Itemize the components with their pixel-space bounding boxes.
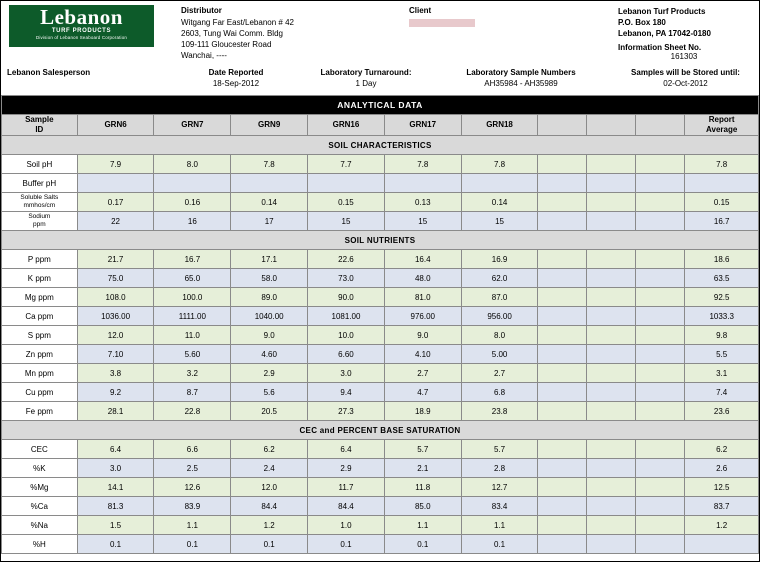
- row-label: Fe ppm: [2, 402, 78, 421]
- row-label: Mg ppm: [2, 288, 78, 307]
- data-cell: [538, 478, 587, 497]
- data-cell: 2.9: [231, 364, 308, 383]
- report-average-cell: 3.1: [685, 364, 759, 383]
- data-cell: [636, 459, 685, 478]
- data-cell: [538, 345, 587, 364]
- report-average-cell: 2.6: [685, 459, 759, 478]
- data-cell: 6.60: [308, 345, 385, 364]
- data-cell: 0.1: [231, 535, 308, 554]
- column-header-sample-2: GRN7: [154, 115, 231, 136]
- data-cell: 5.6: [231, 383, 308, 402]
- report-average-cell: 0.15: [685, 193, 759, 212]
- report-average-cell: 9.8: [685, 326, 759, 345]
- data-cell: 6.6: [154, 440, 231, 459]
- table-row: [2, 497, 759, 516]
- data-cell: 75.0: [77, 269, 154, 288]
- data-cell: [587, 326, 636, 345]
- data-cell: 58.0: [231, 269, 308, 288]
- data-cell: 21.7: [77, 250, 154, 269]
- turnaround-field: [301, 67, 431, 90]
- data-cell: [538, 516, 587, 535]
- column-header-report-average: Report Average: [685, 115, 759, 136]
- data-cell: 7.9: [77, 155, 154, 174]
- lebanon-turf-logo: [9, 5, 154, 47]
- data-cell: [587, 269, 636, 288]
- data-cell: [384, 174, 461, 193]
- report-average-cell: 92.5: [685, 288, 759, 307]
- turnaround-value: 1 Day: [355, 79, 377, 88]
- data-cell: [587, 250, 636, 269]
- data-cell: 12.7: [461, 478, 538, 497]
- data-cell: 2.4: [231, 459, 308, 478]
- data-cell: 87.0: [461, 288, 538, 307]
- data-cell: 16.4: [384, 250, 461, 269]
- table-row: [2, 193, 759, 212]
- data-cell: 89.0: [231, 288, 308, 307]
- table-row: [2, 345, 759, 364]
- data-cell: 28.1: [77, 402, 154, 421]
- data-cell: 0.1: [461, 535, 538, 554]
- distributor-line-3: 109-111 Gloucester Road: [181, 40, 272, 49]
- data-cell: 6.8: [461, 383, 538, 402]
- data-cell: [538, 497, 587, 516]
- data-cell: 7.8: [461, 155, 538, 174]
- data-cell: 0.13: [384, 193, 461, 212]
- data-cell: [538, 174, 587, 193]
- data-cell: 11.0: [154, 326, 231, 345]
- lebanon-line-1: Lebanon Turf Products: [618, 7, 706, 16]
- data-cell: 5.7: [461, 440, 538, 459]
- data-cell: 5.7: [384, 440, 461, 459]
- data-cell: [636, 345, 685, 364]
- report-average-cell: 63.5: [685, 269, 759, 288]
- table-title-band: ANALYTICAL DATA: [2, 96, 759, 115]
- table-row: [2, 212, 759, 231]
- report-average-cell: [685, 535, 759, 554]
- redaction-bar: [409, 19, 475, 27]
- row-label: P ppm: [2, 250, 78, 269]
- data-cell: 17.1: [231, 250, 308, 269]
- data-cell: 22.6: [308, 250, 385, 269]
- data-cell: 2.7: [384, 364, 461, 383]
- row-label: Ca ppm: [2, 307, 78, 326]
- row-label: Buffer pH: [2, 174, 78, 193]
- column-header-sample-1: GRN6: [77, 115, 154, 136]
- data-cell: 1036.00: [77, 307, 154, 326]
- data-cell: 62.0: [461, 269, 538, 288]
- data-cell: 73.0: [308, 269, 385, 288]
- data-cell: [587, 288, 636, 307]
- document-header: [1, 1, 759, 67]
- data-cell: [538, 250, 587, 269]
- table-row: [2, 364, 759, 383]
- table-row: [2, 402, 759, 421]
- lebanon-line-3: Lebanon, PA 17042-0180: [618, 29, 711, 38]
- table-row: [2, 96, 759, 115]
- data-cell: 81.0: [384, 288, 461, 307]
- data-cell: [587, 459, 636, 478]
- row-label: Cu ppm: [2, 383, 78, 402]
- data-cell: [636, 212, 685, 231]
- data-cell: 2.9: [308, 459, 385, 478]
- report-average-cell: 23.6: [685, 402, 759, 421]
- data-cell: 20.5: [231, 402, 308, 421]
- data-cell: 3.8: [77, 364, 154, 383]
- logo-tagline: Division of Lebanon Seaboard Corporation: [36, 35, 127, 40]
- distributor-line-4: Wanchai, ----: [181, 51, 227, 60]
- data-cell: 12.6: [154, 478, 231, 497]
- data-cell: [636, 155, 685, 174]
- data-cell: 0.1: [77, 535, 154, 554]
- row-label: S ppm: [2, 326, 78, 345]
- distributor-line-2: 2603, Tung Wai Comm. Bldg: [181, 29, 283, 38]
- data-cell: 9.2: [77, 383, 154, 402]
- report-average-cell: 12.5: [685, 478, 759, 497]
- data-cell: [538, 459, 587, 478]
- data-cell: 84.4: [231, 497, 308, 516]
- data-cell: [636, 269, 685, 288]
- data-cell: [636, 307, 685, 326]
- report-average-cell: 16.7: [685, 212, 759, 231]
- data-cell: [636, 364, 685, 383]
- data-cell: 100.0: [154, 288, 231, 307]
- row-label: CEC: [2, 440, 78, 459]
- report-average-cell: 1033.3: [685, 307, 759, 326]
- data-cell: [587, 497, 636, 516]
- data-cell: 84.4: [308, 497, 385, 516]
- data-cell: [587, 193, 636, 212]
- row-label: %H: [2, 535, 78, 554]
- data-cell: [636, 288, 685, 307]
- stored-until-value: 02-Oct-2012: [663, 79, 708, 88]
- salesperson-label: Lebanon Salesperson: [7, 68, 91, 77]
- data-cell: 1111.00: [154, 307, 231, 326]
- data-cell: [636, 402, 685, 421]
- data-cell: 8.7: [154, 383, 231, 402]
- report-average-cell: 7.8: [685, 155, 759, 174]
- data-cell: 23.8: [461, 402, 538, 421]
- logo-wordmark: Lebanon: [40, 5, 123, 29]
- data-cell: [538, 326, 587, 345]
- data-cell: [587, 383, 636, 402]
- data-cell: 7.8: [231, 155, 308, 174]
- row-label: Soil pH: [2, 155, 78, 174]
- data-cell: [587, 155, 636, 174]
- table-row: [2, 288, 759, 307]
- data-cell: 6.4: [77, 440, 154, 459]
- data-cell: 65.0: [154, 269, 231, 288]
- row-label: Mn ppm: [2, 364, 78, 383]
- sample-numbers-label: Laboratory Sample Numbers: [466, 68, 576, 77]
- table-section-band: [2, 421, 759, 440]
- data-cell: [636, 326, 685, 345]
- data-cell: 90.0: [308, 288, 385, 307]
- client-label: Client: [409, 6, 432, 15]
- client-value: [409, 17, 589, 28]
- data-cell: [538, 440, 587, 459]
- data-cell: 0.14: [461, 193, 538, 212]
- date-reported-value: 18-Sep-2012: [212, 79, 260, 88]
- date-reported-field: [176, 67, 296, 90]
- report-average-cell: 5.5: [685, 345, 759, 364]
- data-cell: 15: [461, 212, 538, 231]
- data-cell: 7.8: [384, 155, 461, 174]
- data-cell: 4.60: [231, 345, 308, 364]
- data-cell: 2.7: [461, 364, 538, 383]
- stored-until-field: [613, 67, 758, 90]
- data-cell: 12.0: [77, 326, 154, 345]
- data-cell: 1.1: [384, 516, 461, 535]
- data-cell: [636, 535, 685, 554]
- date-reported-label: Date Reported: [208, 68, 264, 77]
- data-cell: [636, 250, 685, 269]
- data-cell: 0.1: [384, 535, 461, 554]
- data-cell: 17: [231, 212, 308, 231]
- data-cell: 1.1: [461, 516, 538, 535]
- sample-numbers-field: [431, 67, 611, 90]
- table-row: [2, 307, 759, 326]
- data-cell: [538, 212, 587, 231]
- row-label: Sodium ppm: [2, 212, 78, 231]
- table-row: [2, 269, 759, 288]
- table-section-band: [2, 136, 759, 155]
- column-header-sample-6: GRN18: [461, 115, 538, 136]
- data-cell: 81.3: [77, 497, 154, 516]
- data-cell: [587, 440, 636, 459]
- report-average-cell: 1.2: [685, 516, 759, 535]
- data-cell: 8.0: [461, 326, 538, 345]
- data-cell: [587, 364, 636, 383]
- data-cell: 2.5: [154, 459, 231, 478]
- row-label: %Na: [2, 516, 78, 535]
- column-header-sample-3: GRN9: [231, 115, 308, 136]
- data-cell: 1.2: [231, 516, 308, 535]
- data-cell: 15: [308, 212, 385, 231]
- table-row: [2, 478, 759, 497]
- data-cell: [587, 307, 636, 326]
- data-cell: 8.0: [154, 155, 231, 174]
- table-row: [2, 250, 759, 269]
- data-cell: 11.7: [308, 478, 385, 497]
- data-cell: 1040.00: [231, 307, 308, 326]
- data-cell: [587, 345, 636, 364]
- data-cell: [538, 402, 587, 421]
- data-cell: 9.0: [384, 326, 461, 345]
- data-cell: 83.9: [154, 497, 231, 516]
- lebanon-line-2: P.O. Box 180: [618, 18, 666, 27]
- turnaround-label: Laboratory Turnaround:: [320, 68, 412, 77]
- data-cell: 6.4: [308, 440, 385, 459]
- data-cell: 5.60: [154, 345, 231, 364]
- info-sheet-number: 161303: [670, 52, 698, 61]
- data-cell: [587, 212, 636, 231]
- column-header-sample-4: GRN16: [308, 115, 385, 136]
- data-cell: 6.2: [231, 440, 308, 459]
- data-cell: [538, 155, 587, 174]
- data-cell: 22: [77, 212, 154, 231]
- table-row: [2, 174, 759, 193]
- data-cell: [636, 440, 685, 459]
- column-header-sample-8: [587, 115, 636, 136]
- data-cell: 9.4: [308, 383, 385, 402]
- data-cell: 1.0: [308, 516, 385, 535]
- data-cell: [587, 174, 636, 193]
- data-cell: 0.1: [154, 535, 231, 554]
- data-cell: [538, 364, 587, 383]
- row-label: %K: [2, 459, 78, 478]
- column-header-sample-5: GRN17: [384, 115, 461, 136]
- data-cell: 16.7: [154, 250, 231, 269]
- section-title: CEC and PERCENT BASE SATURATION: [2, 421, 759, 440]
- distributor-block: [181, 6, 391, 61]
- data-cell: 0.16: [154, 193, 231, 212]
- data-cell: 5.00: [461, 345, 538, 364]
- table-section-band: [2, 231, 759, 250]
- data-cell: 0.17: [77, 193, 154, 212]
- data-cell: 10.0: [308, 326, 385, 345]
- table-row: [2, 459, 759, 478]
- data-cell: [154, 174, 231, 193]
- data-cell: [587, 535, 636, 554]
- table-header-row: [2, 115, 759, 136]
- row-label: %Mg: [2, 478, 78, 497]
- row-label: K ppm: [2, 269, 78, 288]
- row-label: Soluble Salts mmhos/cm: [2, 193, 78, 212]
- data-cell: 15: [384, 212, 461, 231]
- data-cell: 27.3: [308, 402, 385, 421]
- lebanon-address-block: [618, 6, 758, 61]
- data-cell: 16.9: [461, 250, 538, 269]
- data-cell: [587, 478, 636, 497]
- data-cell: 85.0: [384, 497, 461, 516]
- data-cell: 11.8: [384, 478, 461, 497]
- data-cell: 1.1: [154, 516, 231, 535]
- data-cell: 3.0: [77, 459, 154, 478]
- data-cell: 7.10: [77, 345, 154, 364]
- data-cell: 83.4: [461, 497, 538, 516]
- table-row: [2, 516, 759, 535]
- table-row: [2, 155, 759, 174]
- data-cell: [636, 174, 685, 193]
- data-cell: [538, 269, 587, 288]
- data-cell: 16: [154, 212, 231, 231]
- data-cell: 0.14: [231, 193, 308, 212]
- stored-until-label: Samples will be Stored until:: [631, 68, 740, 77]
- data-cell: 22.8: [154, 402, 231, 421]
- report-average-cell: 83.7: [685, 497, 759, 516]
- data-cell: [587, 402, 636, 421]
- data-cell: [538, 383, 587, 402]
- client-block: [409, 6, 589, 28]
- salesperson-field: [7, 67, 157, 78]
- data-cell: 0.1: [308, 535, 385, 554]
- data-cell: [538, 288, 587, 307]
- data-cell: 9.0: [231, 326, 308, 345]
- data-cell: [636, 193, 685, 212]
- sample-numbers-value: AH35984 - AH35989: [484, 79, 558, 88]
- table-row: [2, 440, 759, 459]
- table-row: [2, 535, 759, 554]
- data-cell: 956.00: [461, 307, 538, 326]
- row-label: %Ca: [2, 497, 78, 516]
- column-header-sample-7: [538, 115, 587, 136]
- data-cell: 18.9: [384, 402, 461, 421]
- data-cell: [77, 174, 154, 193]
- data-cell: [587, 516, 636, 535]
- distributor-label: Distributor: [181, 6, 222, 15]
- data-cell: [538, 193, 587, 212]
- data-cell: 2.1: [384, 459, 461, 478]
- data-cell: [538, 535, 587, 554]
- data-cell: [538, 307, 587, 326]
- data-cell: 14.1: [77, 478, 154, 497]
- data-cell: [636, 478, 685, 497]
- table-row: [2, 383, 759, 402]
- column-header-sample-id: Sample ID: [2, 115, 78, 136]
- data-cell: [636, 383, 685, 402]
- column-header-sample-9: [636, 115, 685, 136]
- row-label: Zn ppm: [2, 345, 78, 364]
- report-average-cell: 7.4: [685, 383, 759, 402]
- data-cell: 4.7: [384, 383, 461, 402]
- data-cell: [461, 174, 538, 193]
- section-title: SOIL CHARACTERISTICS: [2, 136, 759, 155]
- report-average-cell: [685, 174, 759, 193]
- data-cell: 2.8: [461, 459, 538, 478]
- data-cell: 12.0: [231, 478, 308, 497]
- report-average-cell: 6.2: [685, 440, 759, 459]
- data-cell: 4.10: [384, 345, 461, 364]
- data-cell: [231, 174, 308, 193]
- data-cell: 976.00: [384, 307, 461, 326]
- data-cell: [308, 174, 385, 193]
- logo-subtitle: TURF PRODUCTS: [51, 28, 112, 34]
- data-cell: 7.7: [308, 155, 385, 174]
- data-cell: 3.2: [154, 364, 231, 383]
- data-cell: [636, 497, 685, 516]
- data-cell: 1.5: [77, 516, 154, 535]
- distributor-line-1: Witgang Far East/Lebanon # 42: [181, 18, 294, 27]
- data-cell: 3.0: [308, 364, 385, 383]
- data-cell: 1081.00: [308, 307, 385, 326]
- report-meta-strip: [1, 67, 759, 95]
- data-cell: 108.0: [77, 288, 154, 307]
- data-cell: [636, 516, 685, 535]
- data-cell: 0.15: [308, 193, 385, 212]
- report-average-cell: 18.6: [685, 250, 759, 269]
- data-cell: 48.0: [384, 269, 461, 288]
- analytical-data-table: [1, 95, 759, 554]
- section-title: SOIL NUTRIENTS: [2, 231, 759, 250]
- table-row: [2, 326, 759, 345]
- info-sheet-label: Information Sheet No.: [618, 43, 702, 52]
